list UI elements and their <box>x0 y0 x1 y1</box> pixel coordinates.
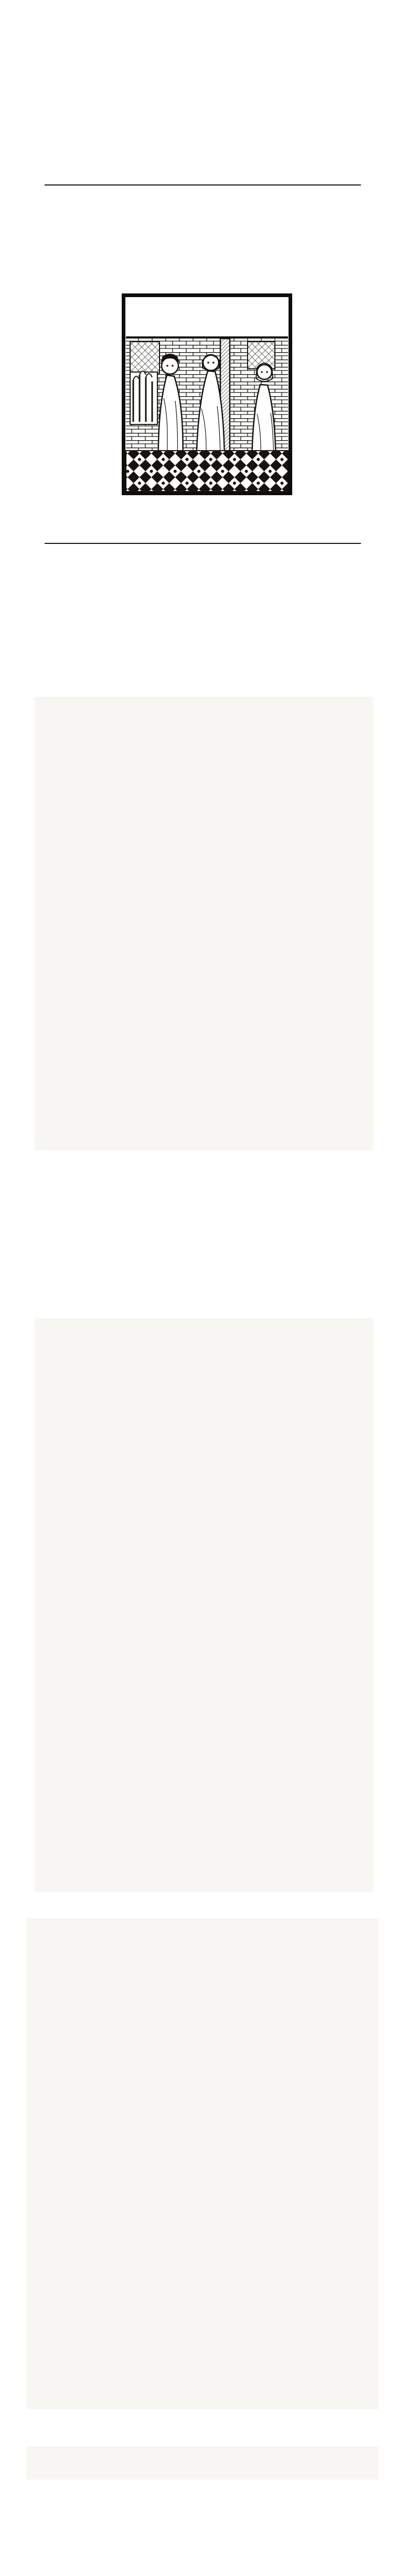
title-rule-bottom <box>45 543 361 544</box>
scan-tint-notes-page <box>35 1318 373 1892</box>
woodcut-illustration <box>122 293 292 495</box>
scan-tint-intro-page <box>26 1918 379 2409</box>
title-rule-top <box>45 184 361 185</box>
scan-tint-verse-page <box>35 697 373 1150</box>
scan-tint-intro-strip <box>26 2446 379 2480</box>
woodcut-svg <box>122 293 292 495</box>
